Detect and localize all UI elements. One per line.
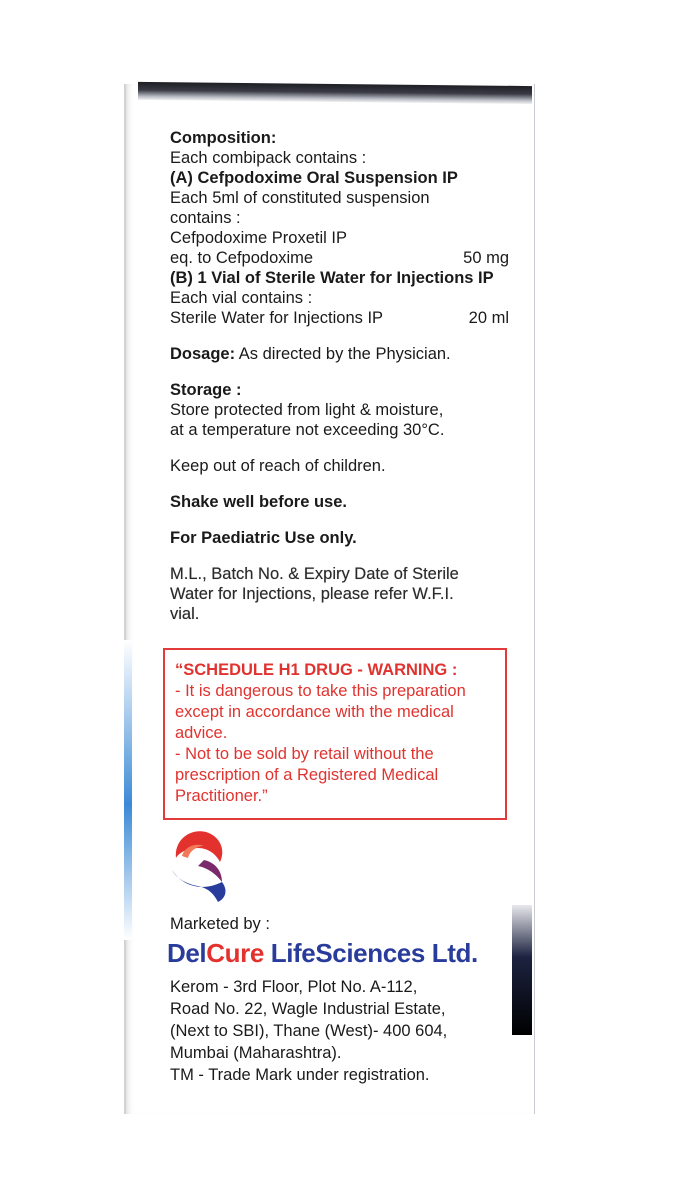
dosage-label: Dosage:: [170, 345, 236, 363]
label-text-block: [170, 128, 515, 624]
shake-note: Shake well before use.: [170, 493, 347, 511]
company-name: [167, 938, 478, 969]
warning-line: - Not to be sold by retail without the: [175, 745, 434, 763]
paediatric-note: For Paediatric Use only.: [170, 529, 357, 547]
warning-line: Practitioner.”: [175, 787, 268, 805]
carton-blue-edge: [124, 640, 132, 940]
storage-line: Store protected from light & moisture,: [170, 401, 444, 419]
address-line: Mumbai (Maharashtra).: [170, 1044, 342, 1062]
batch-note-line: vial.: [170, 605, 200, 623]
component-b-heading: (B) 1 Vial of Sterile Water for Injections IP: [170, 269, 494, 287]
trademark-note: TM - Trade Mark under registration.: [170, 1066, 430, 1084]
component-a-line: contains :: [170, 209, 241, 227]
warning-title: “SCHEDULE H1 DRUG - WARNING :: [175, 661, 458, 679]
component-a-heading: (A) Cefpodoxime Oral Suspension IP: [170, 169, 458, 187]
storage-line: at a temperature not exceeding 30°C.: [170, 421, 445, 439]
composition-heading: Composition:: [170, 129, 277, 147]
carton-dark-band: [512, 905, 532, 1035]
component-b-volume-row: [170, 308, 515, 328]
dosage-line: [170, 344, 515, 364]
warning-line: except in accordance with the medical: [175, 703, 454, 721]
batch-note-line: Water for Injections, please refer W.F.I.: [170, 585, 454, 603]
warning-line: advice.: [175, 724, 228, 742]
address-line: (Next to SBI), Thane (West)- 400 604,: [170, 1022, 448, 1040]
warning-line: prescription of a Registered Medical: [175, 766, 439, 784]
component-a-strength-row: [170, 248, 515, 268]
brand-cure: Cure: [206, 938, 264, 968]
component-a-line: Cefpodoxime Proxetil IP: [170, 229, 347, 247]
address-line: Road No. 22, Wagle Industrial Estate,: [170, 1000, 446, 1018]
component-a-line: Each 5ml of constituted suspension: [170, 189, 430, 207]
composition-intro: Each combipack contains :: [170, 149, 367, 167]
storage-heading: Storage :: [170, 381, 242, 399]
warning-line: - It is dangerous to take this preparation: [175, 682, 466, 700]
component-b-line: Each vial contains :: [170, 289, 313, 307]
dosage-text: As directed by the Physician.: [235, 345, 451, 363]
company-logo-icon: [168, 826, 232, 904]
address-line: Kerom - 3rd Floor, Plot No. A-112,: [170, 978, 418, 996]
strength-value: 50 mg: [463, 249, 509, 267]
brand-rest: LifeSciences Ltd.: [263, 938, 478, 968]
batch-note-line: M.L., Batch No. & Expiry Date of Sterile: [170, 565, 459, 583]
keep-out-note: Keep out of reach of children.: [170, 457, 386, 475]
schedule-warning-box: [163, 648, 507, 820]
marketed-by-label: Marketed by :: [170, 915, 270, 933]
volume-value: 20 ml: [468, 309, 509, 327]
brand-del: Del: [167, 938, 207, 968]
strength-label: eq. to Cefpodoxime: [170, 249, 314, 267]
volume-label: Sterile Water for Injections IP: [170, 309, 384, 327]
company-address: [170, 976, 515, 1086]
